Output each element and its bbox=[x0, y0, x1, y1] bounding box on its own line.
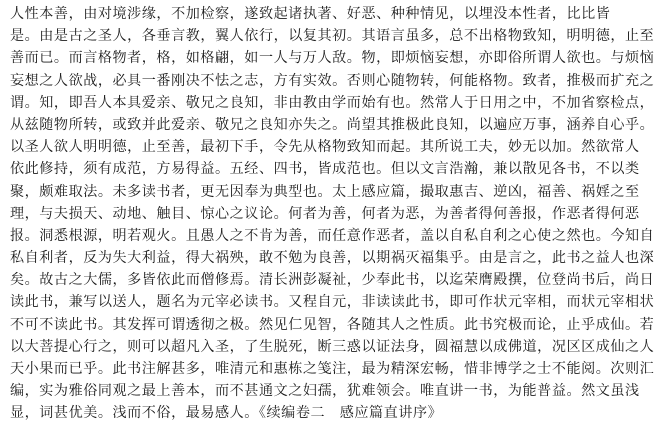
text-line: 矣。故古之大儒，多皆依此而僧修焉。清长洲彭凝祉，少奉此书，以迄荣膺殿撰，位登尚书后，尚日 bbox=[10, 272, 654, 289]
text-line: 谓。知，即吾人本具爱亲、敬兄之良知，非由教由学而始有也。然常人于日用之中，不加省察检点， bbox=[10, 94, 654, 111]
text-line: 显，词甚优美。浅而不俗，最易感人。《续编卷二 感应篇直讲序》 bbox=[10, 405, 443, 422]
text-line: 从兹随物所转，或致并此爱亲、敬兄之良知亦失之。尚望其推极此良知，以遍应万事，涵养自心乎。 bbox=[10, 116, 654, 133]
text-line: 读此书，兼写以送人，题名为元宰必读书。又程自元，非读读此书，即可作状元宰相，而状元宰相状 bbox=[10, 294, 654, 311]
text-line: 天小果而已乎。此书注解甚多，唯清元和惠栋之笺注，最为精深宏畅，惜非博学之士不能阅。次则汇 bbox=[10, 361, 654, 377]
text-line: 人性本善，由对境涉缘，不加检察，遂致起诸执著、好恶、种种情见，以埋没本性者，比比皆 bbox=[10, 6, 611, 22]
text-line: 是。由是古之圣人，各垂言教，翼人依行，以复其初。其语言虽多，总不出格物致知，明明德，止至 bbox=[10, 28, 654, 45]
text-line: 不可不读此书。其发挥可谓透彻之极。然见仁见智，各随其人之性质。此书究极而论，止乎成仙。若 bbox=[10, 316, 654, 333]
text-line: 以大菩提心行之，则可以超凡入圣，了生脱死，断三惑以证法身，圆福慧以成佛道，况区区成仙之人 bbox=[10, 338, 654, 355]
text-line: 私自利者，反为失大利益，得大祸殃，敢不勉为良善，以期祸灭福集乎。由是言之，此书之益人也深 bbox=[10, 250, 654, 267]
text-line: 聚，颇难取法。未多读书者，更无因奉为典型也。太上感应篇，撮取惠吉、逆凶，福善、祸婬之至 bbox=[10, 183, 640, 200]
text-line: 报。洞悉根源，明若观火。且愚人之不肯为善，而任意作恶者，盖以自私自利之心使之然也。今知自 bbox=[10, 227, 654, 244]
text-line: 以圣人欲人明明德，止至善，最初下手，令先从格物致知而起。其所说工夫，妙无以加。然欲常人 bbox=[10, 139, 640, 156]
text-line: 善而已。而言格物者，格，如格翩，如一人与万人敌。物，即烦恼妄想，亦即俗所谓人欲也。与烦恼 bbox=[10, 50, 654, 67]
preface-text bbox=[10, 3, 654, 425]
text-line: 理，与夫损天、动地、触目、惊心之议论。何者为善，何者为恶，为善者得何善报，作恶者得何恶 bbox=[10, 205, 640, 222]
text-line: 依此修持，须有成范，方易得益。五经、四书，皆成范也。但以文言浩瀚，兼以散见各书，不以类 bbox=[10, 161, 640, 178]
text-line: 妄想之人欲战，必具一番刚决不怯之志，方有实效。否则心随物转，何能格物。致者，推极而扩充之 bbox=[10, 72, 654, 89]
text-line: 编，实为雅俗同观之最上善本，而不甚通文之妇孺，犹难领会。唯直讲一书，为能普益。然文虽浅 bbox=[10, 383, 640, 400]
